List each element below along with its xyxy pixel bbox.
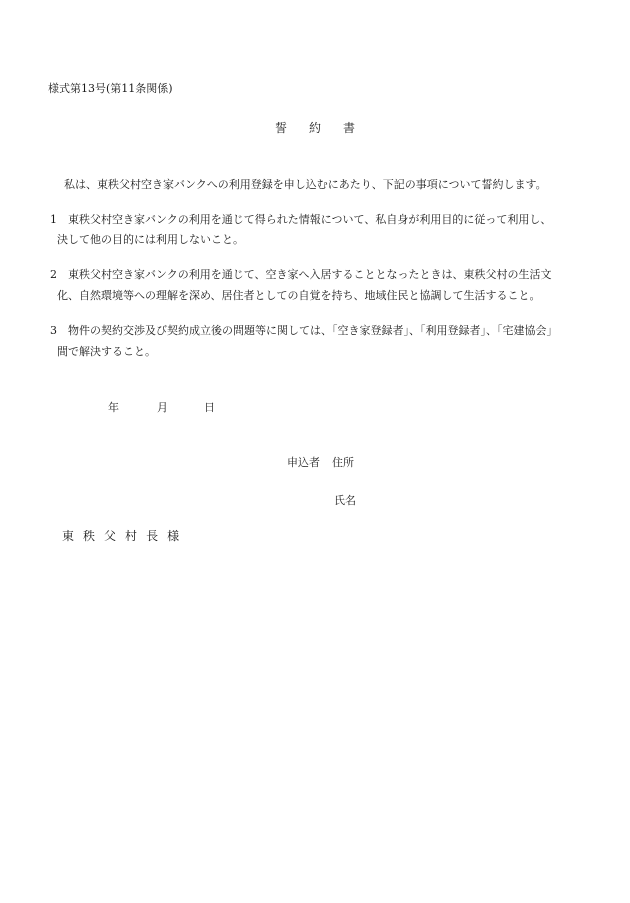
intro-paragraph: 私は、東秩父村空き家バンクへの利用登録を申し込むにあたり、下記の事項について誓約します。 (64, 178, 547, 191)
item-text: 物件の契約交渉及び契約成立後の問題等に関しては、「空き家登録者」、「利用登録者」、「宅建協会」 (68, 324, 558, 337)
item-text: 東秩父村空き家バンクの利用を通じて得られた情報について、私自身が利用目的に従って利用し、 (68, 213, 552, 226)
item-number: 2 (50, 268, 57, 281)
document-title (0, 119, 630, 136)
item-number: 3 (50, 324, 57, 337)
addressee-char: 秩 (83, 529, 96, 543)
addressee (62, 527, 188, 544)
pledge-item-3-continued: 間で解決すること。 (57, 345, 156, 358)
addressee-char: 様 (167, 529, 180, 543)
addressee-char: 父 (104, 529, 117, 543)
pledge-item-1-continued: 決して他の目的には利用しないこと。 (57, 233, 244, 246)
title-char: 書 (343, 121, 356, 135)
address-label: 住所 (332, 456, 354, 469)
pledge-item-2-continued: 化、自然環境等への理解を深め、居住者としての自覚を持ち、地域住民と協調して生活すること。 (57, 289, 541, 302)
pledge-item-1 (50, 211, 551, 227)
title-char: 誓 (274, 121, 287, 135)
item-text: 東秩父村空き家バンクの利用を通じて、空き家へ入居することとなったときは、東秩父村の生活文 (68, 268, 552, 281)
addressee-char: 長 (146, 529, 159, 543)
date-month-label: 月 (157, 401, 168, 414)
date-day-label: 日 (204, 401, 215, 414)
item-number: 1 (50, 213, 57, 226)
applicant-name-label: 氏名 (334, 494, 356, 507)
applicant-label: 申込者 (287, 456, 320, 469)
title-char: 約 (308, 121, 321, 135)
date-year-label: 年 (108, 401, 119, 414)
addressee-char: 東 (62, 529, 75, 543)
addressee-char: 村 (125, 529, 138, 543)
applicant-address-row (287, 454, 354, 470)
form-number: 様式第13号(第11条関係) (48, 82, 173, 95)
pledge-item-2 (50, 266, 552, 282)
pledge-item-3 (50, 322, 558, 338)
